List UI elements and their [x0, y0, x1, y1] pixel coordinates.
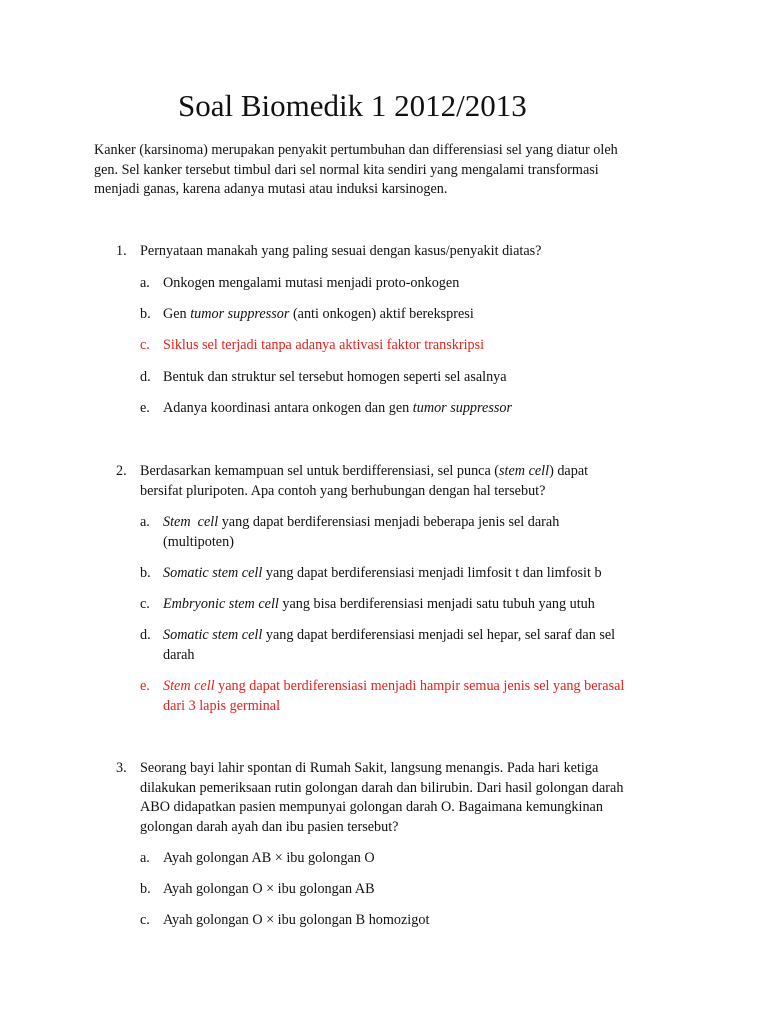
option-line [163, 595, 703, 615]
intro-paragraph [94, 141, 704, 200]
option-text-post: (anti onkogen) aktif berekspresi [289, 306, 474, 322]
option-line: (multipoten) [163, 533, 234, 550]
option-text [163, 305, 703, 325]
option-text-italic: tumor suppressor [412, 400, 512, 416]
option-line: Ayah golongan O × ibu golongan AB [163, 881, 375, 897]
option-line [163, 564, 703, 584]
option-letter: c. [140, 337, 150, 353]
option-letter: a. [140, 850, 150, 866]
option-text-italic: Somatic stem cell [163, 627, 263, 643]
intro-line: gen. Sel kanker tersebut timbul dari sel normal kita sendiri yang mengalami transformasi [94, 161, 599, 178]
intro-line: Kanker (karsinoma) merupakan penyakit pertumbuhan dan differensiasi sel yang diatur oleh [94, 142, 618, 158]
option-line [163, 626, 703, 646]
option-text-post: yang dapat berdiferensiasi menjadi limfosit t dan limfosit b [262, 565, 602, 581]
option-text-post: yang dapat berdiferensiasi menjadi beberapa jenis sel darah [218, 514, 560, 530]
option-line: Ayah golongan AB × ibu golongan O [163, 850, 375, 866]
option-letter: e. [140, 678, 150, 694]
option-text [163, 677, 703, 716]
question-line [140, 462, 700, 482]
option-letter: e. [140, 400, 150, 416]
option-text [163, 513, 703, 552]
question-line: bersifat pluripoten. Apa contoh yang berhubungan dengan hal tersebut? [140, 482, 546, 499]
option-text-italic: Somatic stem cell [163, 565, 263, 581]
option-text-post: yang dapat berdiferensiasi menjadi sel hepar, sel saraf dan sel [262, 627, 616, 643]
option-letter: b. [140, 306, 151, 322]
option-letter: c. [140, 912, 150, 928]
option-text [163, 399, 703, 419]
option-text-pre: Gen [163, 306, 191, 322]
option-letter: b. [140, 565, 151, 581]
option-line: Bentuk dan struktur sel tersebut homogen seperti sel asalnya [163, 369, 507, 385]
question-text [140, 759, 700, 837]
option-line: dari 3 lapis germinal [163, 697, 281, 714]
option-text [163, 274, 703, 294]
option-line: Ayah golongan O × ibu golongan B homozigot [163, 912, 430, 928]
question-line: dilakukan pemeriksaan rutin golongan darah dan bilirubin. Dari hasil golongan darah [140, 779, 624, 796]
option-line: Siklus sel terjadi tanpa adanya aktivasi faktor transkripsi [163, 337, 485, 353]
question-line: Pernyataan manakah yang paling sesuai dengan kasus/penyakit diatas? [140, 243, 542, 259]
option-text [163, 626, 703, 665]
option-text [163, 849, 703, 869]
question-line: Seorang bayi lahir spontan di Rumah Sakit, langsung menangis. Pada hari ketiga [140, 760, 599, 776]
option-line: Onkogen mengalami mutasi menjadi proto-onkogen [163, 275, 460, 291]
option-letter: d. [140, 369, 151, 385]
option-text-italic: tumor suppressor [190, 306, 290, 322]
question-text-post: ) dapat [549, 463, 589, 479]
intro-line: menjadi ganas, karena adanya mutasi atau induksi karsinogen. [94, 181, 448, 197]
option-text-pre: Adanya koordinasi antara onkogen dan gen [163, 400, 413, 416]
question-text-italic: stem cell [499, 463, 550, 479]
option-line [163, 677, 703, 697]
option-text-italic: Stem cell [163, 678, 215, 694]
option-text [163, 564, 703, 584]
option-letter: a. [140, 514, 150, 530]
option-text [163, 911, 703, 931]
option-line [163, 399, 703, 419]
question-line: ABO didapatkan pasien mempunyai golongan darah O. Bagaimana kemungkinan [140, 799, 603, 815]
option-text [163, 368, 703, 388]
option-text [163, 880, 703, 900]
option-line [163, 305, 703, 325]
question-text [140, 462, 700, 501]
option-text [163, 336, 703, 356]
option-letter: c. [140, 596, 150, 612]
question-text [140, 242, 700, 262]
question-text-pre: Berdasarkan kemampuan sel untuk berdifferensiasi, sel punca ( [140, 463, 500, 479]
question-number: 3. [116, 760, 127, 776]
question-number: 1. [116, 243, 127, 259]
option-line [163, 513, 703, 533]
question-number: 2. [116, 463, 127, 479]
option-text-post: yang dapat berdiferensiasi menjadi hampir semua jenis sel yang berasal [214, 678, 625, 694]
option-line: darah [163, 646, 195, 663]
option-letter: b. [140, 881, 151, 897]
option-text [163, 595, 703, 615]
option-text-italic: Embryonic stem cell [163, 596, 279, 612]
question-line: golongan darah ayah dan ibu pasien tersebut? [140, 818, 399, 835]
option-text-italic: Stem cell [163, 514, 219, 530]
option-text-post: yang bisa berdiferensiasi menjadi satu tubuh yang utuh [278, 596, 595, 612]
option-letter: a. [140, 275, 150, 291]
page-title: Soal Biomedik 1 2012/2013 [178, 88, 527, 123]
option-letter: d. [140, 627, 151, 643]
